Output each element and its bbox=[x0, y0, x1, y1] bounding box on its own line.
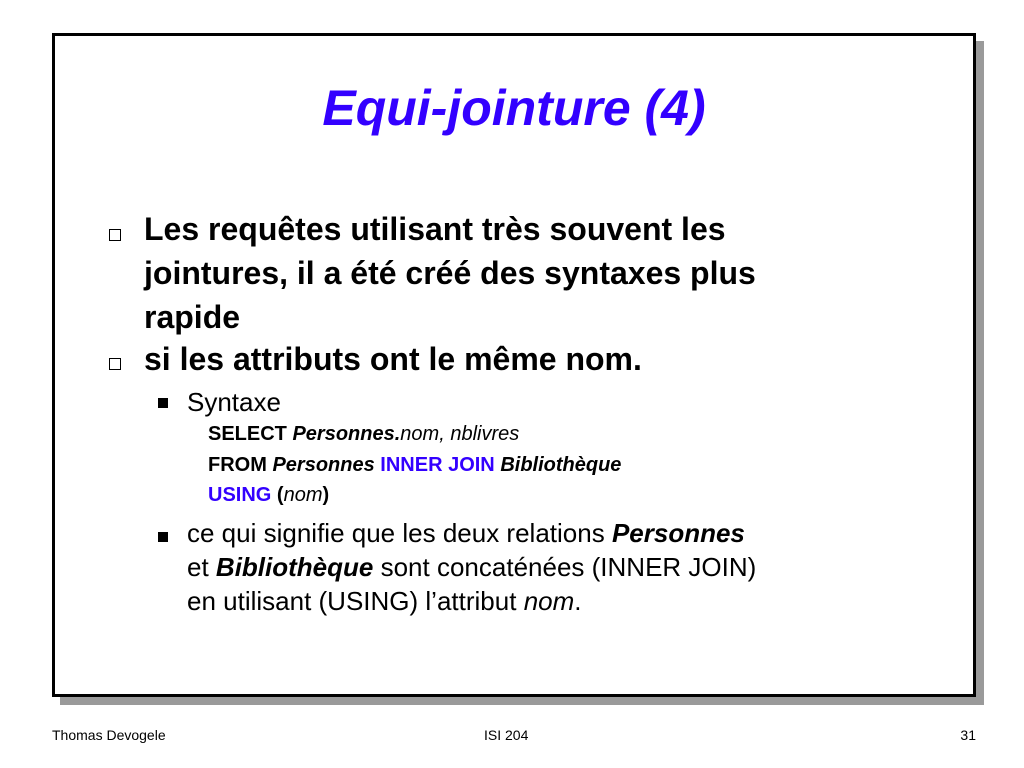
hollow-square-icon bbox=[109, 229, 121, 241]
select-columns: nom, nblivres bbox=[400, 423, 520, 445]
using-attribute: nom bbox=[283, 484, 323, 506]
explanation-text-1: ce qui signifie que les deux relations bbox=[187, 518, 605, 548]
bullet-1-line-2: jointures, il a été créé des syntaxes plus bbox=[144, 255, 756, 291]
explanation-line-1 bbox=[187, 516, 967, 550]
explanation-text-3: sont concaténées (INNER JOIN) bbox=[380, 552, 757, 582]
from-table: Personnes bbox=[272, 454, 375, 476]
code-line-from bbox=[208, 452, 621, 478]
attribute-nom: nom bbox=[523, 586, 575, 616]
from-keyword: FROM bbox=[208, 454, 267, 476]
footer-author: Thomas Devogele bbox=[52, 727, 166, 743]
explanation-text-2: et bbox=[187, 552, 209, 582]
explanation-text-4: en utilisant (USING) l’attribut bbox=[187, 586, 517, 616]
filled-square-icon bbox=[158, 398, 168, 408]
using-open-paren: ( bbox=[276, 484, 284, 506]
bullet-1-line-1: Les requêtes utilisant très souvent les bbox=[144, 211, 726, 247]
explanation-line-2 bbox=[187, 550, 967, 584]
bullet-2-text: si les attributs ont le même nom. bbox=[144, 341, 642, 377]
hollow-square-icon bbox=[109, 358, 121, 370]
slide-title: Equi-jointure (4) bbox=[322, 80, 706, 136]
using-keyword: USING bbox=[208, 484, 272, 506]
bullet-1-line-3: rapide bbox=[144, 299, 241, 335]
relation-personnes: Personnes bbox=[611, 518, 745, 548]
sub-bullet-explanation bbox=[187, 516, 967, 618]
code-line-select bbox=[208, 421, 519, 447]
using-close-paren: ) bbox=[322, 484, 330, 506]
join-table: Bibliothèque bbox=[500, 454, 622, 476]
filled-square-icon bbox=[158, 532, 168, 542]
explanation-end: . bbox=[574, 586, 582, 616]
footer-course: ISI 204 bbox=[484, 727, 529, 743]
select-keyword: SELECT bbox=[208, 423, 287, 445]
explanation-line-3 bbox=[187, 584, 967, 618]
relation-bibliotheque: Bibliothèque bbox=[215, 552, 374, 582]
title-container bbox=[52, 78, 1024, 138]
inner-join-keyword: INNER JOIN bbox=[380, 454, 495, 476]
sub-bullet-syntaxe: Syntaxe bbox=[187, 387, 281, 417]
footer-page-number: 31 bbox=[960, 727, 976, 743]
code-line-using bbox=[208, 482, 329, 508]
select-table: Personnes. bbox=[292, 423, 401, 445]
